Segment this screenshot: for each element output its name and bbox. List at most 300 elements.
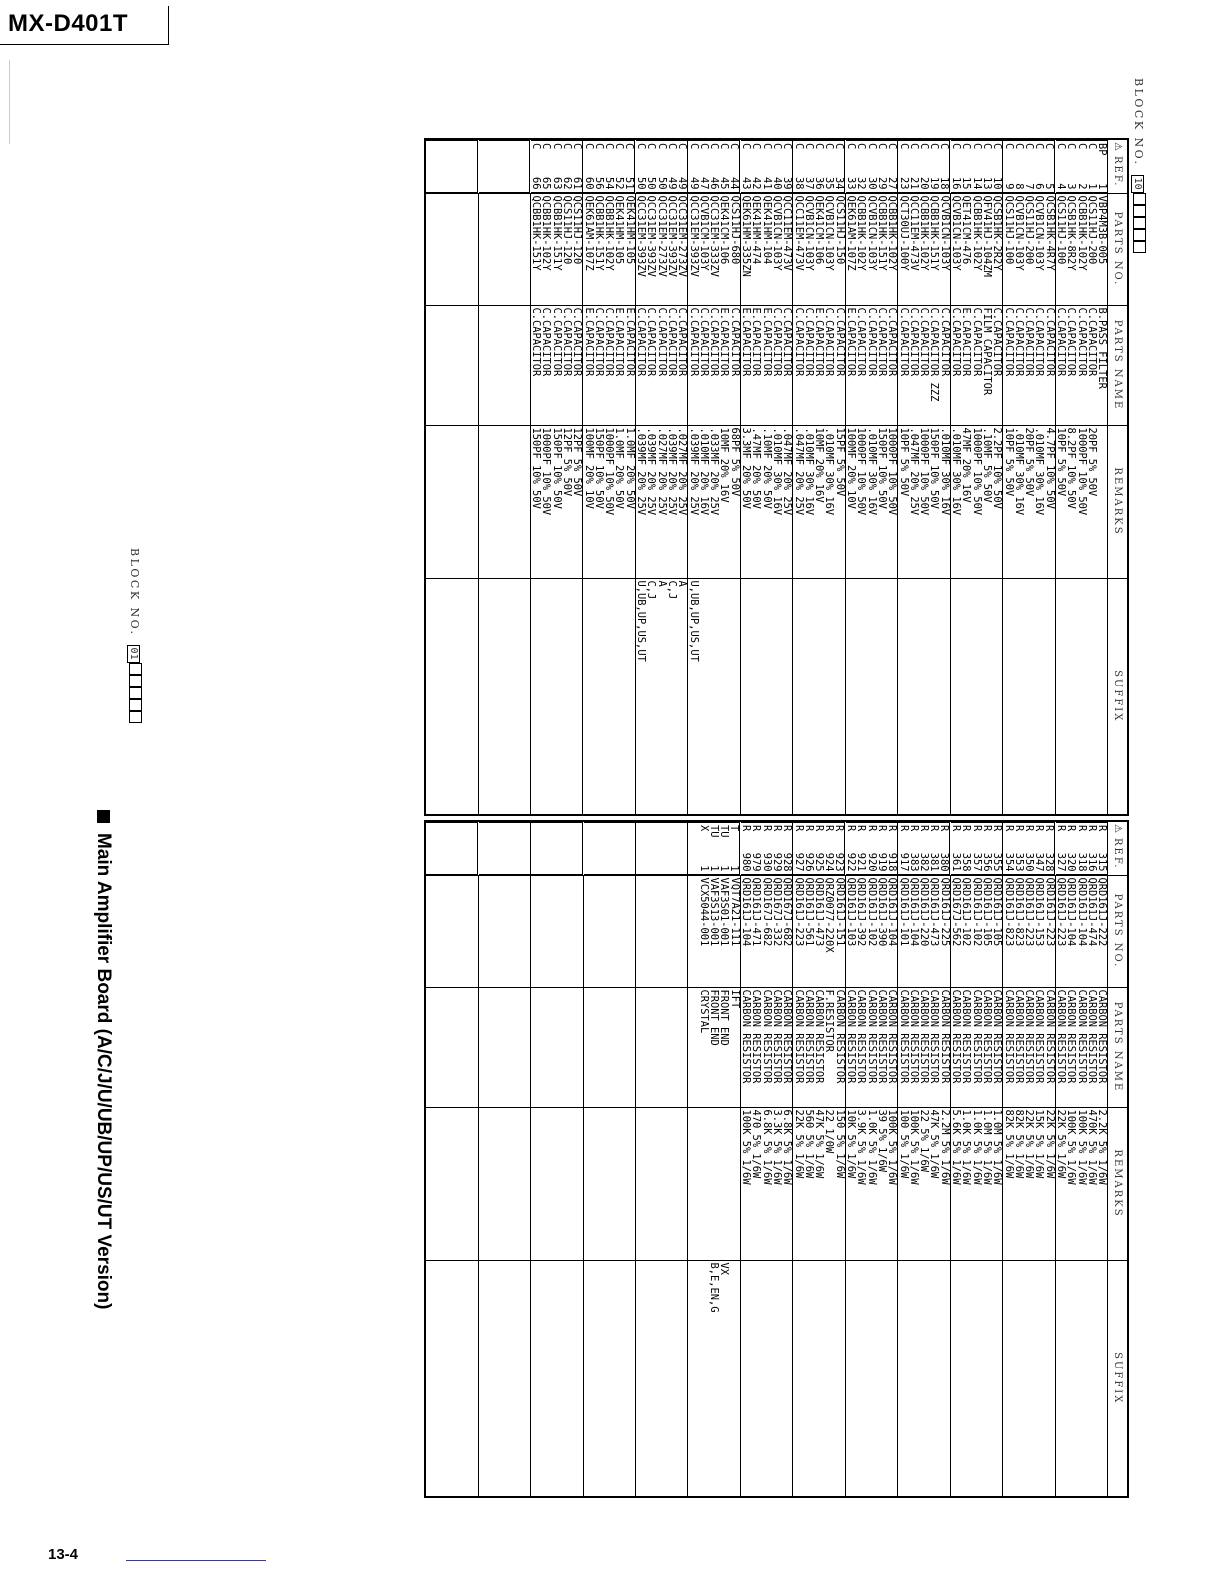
remarks-cell bbox=[594, 1107, 604, 1260]
ref-cell bbox=[782, 822, 793, 875]
ref-prefix: R bbox=[855, 825, 868, 832]
remarks-cell: 8.2PF 10% 50V bbox=[1066, 425, 1076, 578]
suffix-cell bbox=[572, 578, 583, 815]
table-row bbox=[1055, 139, 1066, 815]
parts-name-cell: CARBON RESISTOR bbox=[845, 987, 856, 1107]
ref-number: 61 bbox=[570, 176, 583, 190]
ref-cell bbox=[794, 822, 804, 875]
parts-name-cell: C.CAPACITOR bbox=[1066, 305, 1076, 425]
remarks-cell: 1.0M 5% 1/6W bbox=[992, 1107, 1003, 1260]
ref-cell bbox=[436, 140, 446, 193]
table-row bbox=[898, 821, 909, 1497]
table-row bbox=[646, 139, 656, 815]
remarks-cell bbox=[719, 1107, 729, 1260]
parts-name-cell bbox=[425, 305, 436, 425]
suffix-cell bbox=[467, 1260, 478, 1497]
remarks-cell: 1.0K 5% 1/6W bbox=[971, 1107, 981, 1260]
ref-prefix: R bbox=[1033, 825, 1046, 832]
ref-number: 1 bbox=[728, 865, 741, 872]
table-row bbox=[425, 821, 436, 1497]
ref-number: 47 bbox=[697, 176, 710, 190]
ref-number: 917 bbox=[897, 852, 910, 872]
parts-no-cell: QRD161J-104 bbox=[909, 875, 919, 987]
table-row bbox=[499, 139, 509, 815]
table-row bbox=[1076, 821, 1086, 1497]
remarks-cell: .010MF 30% 16V bbox=[1014, 425, 1024, 578]
ref-number: 20 bbox=[918, 176, 931, 190]
ref-number: 46 bbox=[708, 176, 721, 190]
table-row bbox=[478, 139, 489, 815]
remarks-cell bbox=[499, 425, 509, 578]
parts-name-cell bbox=[467, 987, 478, 1107]
table-row bbox=[793, 821, 804, 1497]
parts-name-cell bbox=[519, 305, 530, 425]
remarks-cell: 150 5% 1/6W bbox=[834, 1107, 845, 1260]
parts-no-cell: QEK41HM-105 bbox=[614, 193, 624, 305]
parts-no-cell: QCBB1HK-102Y bbox=[541, 193, 551, 305]
table-row bbox=[635, 139, 646, 815]
parts-no-cell: QCVB1CN-103Y bbox=[804, 193, 814, 305]
ref-number: 380 bbox=[938, 852, 951, 872]
suffix-cell bbox=[909, 1260, 919, 1497]
ref-prefix: C bbox=[1002, 143, 1015, 150]
parts-no-cell: QCVB1CN-103Y bbox=[1014, 193, 1024, 305]
ref-prefix: C bbox=[550, 143, 563, 150]
ref-prefix: C bbox=[530, 143, 543, 150]
table-row bbox=[656, 139, 666, 815]
parts-no-cell: QRD161J-223 bbox=[1055, 875, 1066, 987]
parts-name-cell: B.PASS FILTER bbox=[1097, 305, 1108, 425]
suffix-cell bbox=[887, 578, 898, 815]
block-no-box bbox=[1133, 193, 1146, 205]
ref-cell bbox=[677, 822, 688, 875]
parts-no-cell: VAF3S13-001 bbox=[709, 875, 719, 987]
suffix-cell bbox=[971, 578, 981, 815]
parts-no-cell: QRD167J-682 bbox=[761, 875, 771, 987]
suffix-cell bbox=[1087, 1260, 1097, 1497]
table-row bbox=[594, 821, 604, 1497]
remarks-cell bbox=[499, 1107, 509, 1260]
ref-number: 5 bbox=[1043, 183, 1056, 190]
ref-cell bbox=[479, 822, 489, 875]
ref-cell bbox=[699, 822, 709, 875]
ref-cell bbox=[794, 140, 804, 193]
table-row bbox=[446, 139, 456, 815]
ref-cell bbox=[866, 822, 876, 875]
table-row bbox=[656, 821, 666, 1497]
table-row bbox=[1066, 821, 1076, 1497]
ref-cell bbox=[834, 140, 845, 193]
suffix-cell bbox=[688, 1260, 699, 1497]
ref-cell bbox=[899, 822, 909, 875]
ref-number: 49 bbox=[687, 176, 700, 190]
parts-name-cell bbox=[562, 987, 572, 1107]
suffix-cell bbox=[772, 1260, 782, 1497]
table-row bbox=[929, 139, 939, 815]
parts-name-cell: CARBON RESISTOR bbox=[834, 987, 845, 1107]
table-row bbox=[761, 821, 771, 1497]
ref-prefix: TU bbox=[708, 825, 721, 838]
ref-cell bbox=[457, 822, 467, 875]
parts-no-cell: QRD161J-390 bbox=[877, 875, 887, 987]
parts-name-cell: C.CAPACITOR bbox=[919, 305, 929, 425]
remarks-cell bbox=[656, 1107, 666, 1260]
parts-no-cell bbox=[499, 875, 509, 987]
suffix-cell bbox=[1066, 578, 1076, 815]
ref-number: 34 bbox=[833, 176, 846, 190]
block-no-value: 01 bbox=[127, 645, 140, 663]
ref-cell bbox=[1066, 822, 1076, 875]
ref-cell bbox=[467, 822, 478, 875]
ref-cell bbox=[782, 140, 793, 193]
ref-cell bbox=[572, 822, 583, 875]
parts-no-cell bbox=[425, 193, 436, 305]
parts-name-cell: C.CAPACITOR bbox=[877, 305, 887, 425]
ref-prefix: C bbox=[697, 143, 710, 150]
suffix-cell bbox=[845, 1260, 856, 1497]
parts-no-cell: QCBB1HK-102Y bbox=[604, 193, 614, 305]
ref-cell bbox=[656, 822, 666, 875]
parts-no-cell bbox=[437, 875, 447, 987]
parts-no-cell: QRD161J-103 bbox=[845, 875, 856, 987]
table-row bbox=[877, 139, 887, 815]
parts-no-cell: QCS11HJ-120 bbox=[572, 193, 583, 305]
remarks-cell bbox=[729, 1107, 740, 1260]
parts-no-cell: QFV41HJ-104ZM bbox=[982, 193, 992, 305]
table-row bbox=[594, 139, 604, 815]
table-row bbox=[804, 139, 814, 815]
ref-number: 35 bbox=[823, 176, 836, 190]
ref-prefix: C bbox=[885, 143, 898, 150]
ref-number: 9 bbox=[1002, 183, 1015, 190]
suffix-cell bbox=[699, 578, 709, 815]
suffix-cell bbox=[562, 578, 572, 815]
remarks-cell: 470 5% 1/6W bbox=[751, 1107, 761, 1260]
remarks-cell: .10MF 5% 50V bbox=[982, 425, 992, 578]
remarks-cell: .033MF 20% 25V bbox=[709, 425, 719, 578]
ref-cell bbox=[846, 822, 856, 875]
parts-name-cell bbox=[531, 987, 542, 1107]
ref-number: 33 bbox=[845, 176, 858, 190]
table-row bbox=[1044, 139, 1055, 815]
table-row bbox=[793, 139, 804, 815]
ref-cell bbox=[1004, 140, 1014, 193]
parts-no-cell: QCSB1HK-8R2Y bbox=[1066, 193, 1076, 305]
remarks-cell: 22K 5% 1/6W bbox=[793, 1107, 804, 1260]
ref-prefix: C bbox=[918, 143, 931, 150]
parts-name-cell bbox=[467, 305, 478, 425]
ref-cell bbox=[519, 140, 530, 193]
ref-cell bbox=[541, 140, 551, 193]
ref-prefix: C bbox=[780, 143, 793, 150]
remarks-cell bbox=[583, 1107, 594, 1260]
suffix-cell bbox=[1055, 578, 1066, 815]
parts-no-cell: QRD161J-473 bbox=[929, 875, 939, 987]
suffix-cell bbox=[1034, 578, 1044, 815]
ref-number: 3 bbox=[1065, 183, 1078, 190]
ref-cell bbox=[751, 140, 761, 193]
parts-name-cell: C.CAPACITOR bbox=[677, 305, 688, 425]
suffix-cell bbox=[436, 578, 446, 815]
ref-number: 32 bbox=[855, 176, 868, 190]
parts-no-cell: QCBB1HK-151Y bbox=[594, 193, 604, 305]
suffix-cell bbox=[793, 1260, 804, 1497]
block-no-box bbox=[129, 711, 142, 723]
parts-no-cell: QCS11HJ-100 bbox=[1003, 193, 1014, 305]
col-remarks-header: REMARKS bbox=[1108, 425, 1129, 578]
table-row bbox=[541, 821, 551, 1497]
ref-prefix: R bbox=[770, 825, 783, 832]
ref-number: 27 bbox=[885, 176, 898, 190]
suffix-cell bbox=[729, 578, 740, 815]
ref-cell bbox=[1034, 140, 1044, 193]
parts-no-cell bbox=[541, 875, 551, 987]
parts-no-cell: QEK41CM-106 bbox=[814, 193, 824, 305]
ref-number: 1 bbox=[1085, 183, 1098, 190]
parts-no-cell: QCC11EM-473V bbox=[909, 193, 919, 305]
ref-cell bbox=[1034, 822, 1044, 875]
ref-cell bbox=[856, 822, 866, 875]
table-row bbox=[866, 821, 876, 1497]
parts-no-cell bbox=[489, 193, 499, 305]
suffix-cell bbox=[982, 1260, 992, 1497]
suffix-cell: C,J bbox=[646, 578, 656, 815]
suffix-cell: B,E,EN,G bbox=[709, 1260, 719, 1497]
parts-no-cell: QRD161J-104 bbox=[1076, 875, 1086, 987]
remarks-cell: .10MF 20% 50V bbox=[761, 425, 771, 578]
parts-name-cell: C.CAPACITOR bbox=[699, 305, 709, 425]
page-link-underline bbox=[126, 1560, 266, 1561]
suffix-cell bbox=[509, 1260, 519, 1497]
suffix-cell: VX bbox=[719, 1260, 729, 1497]
parts-no-cell: QCC31EM-273ZV bbox=[656, 193, 666, 305]
suffix-cell bbox=[919, 1260, 929, 1497]
suffix-cell bbox=[489, 1260, 499, 1497]
parts-name-cell: C.CAPACITOR bbox=[793, 305, 804, 425]
parts-name-cell: FRONT END bbox=[719, 987, 729, 1107]
parts-no-cell bbox=[531, 875, 542, 987]
parts-name-cell bbox=[509, 305, 519, 425]
table-row bbox=[636, 821, 647, 1497]
parts-no-cell bbox=[478, 875, 489, 987]
table-row bbox=[478, 821, 489, 1497]
ref-prefix: C bbox=[875, 143, 888, 150]
table-row bbox=[866, 139, 876, 815]
suffix-cell bbox=[499, 1260, 509, 1497]
remarks-cell: 2.2M 5% 1/6W bbox=[939, 1107, 950, 1260]
parts-name-cell: C.CAPACITOR bbox=[866, 305, 876, 425]
parts-name-cell: C.CAPACITOR bbox=[562, 305, 572, 425]
parts-name-cell: C.CAPACITOR bbox=[604, 305, 614, 425]
ref-number: 358 bbox=[960, 852, 973, 872]
ref-number: 347 bbox=[1033, 852, 1046, 872]
parts-no-cell: QCS11HJ-680 bbox=[729, 193, 740, 305]
ref-cell bbox=[624, 822, 635, 875]
parts-name-cell: C.CAPACITOR ZZZ bbox=[929, 305, 939, 425]
remarks-cell: 3.3K 5% 1/6W bbox=[772, 1107, 782, 1260]
suffix-cell bbox=[824, 578, 834, 815]
ref-cell bbox=[636, 140, 646, 193]
remarks-cell: .47MF 20% 50V bbox=[751, 425, 761, 578]
suffix-cell bbox=[1014, 578, 1024, 815]
suffix-cell bbox=[804, 1260, 814, 1497]
parts-no-cell: QCBB1HK-151Y bbox=[877, 193, 887, 305]
suffix-cell bbox=[761, 578, 771, 815]
suffix-cell bbox=[1087, 578, 1097, 815]
ref-cell bbox=[551, 140, 561, 193]
table-row bbox=[751, 139, 761, 815]
ref-number: 41 bbox=[760, 176, 773, 190]
ref-number: 316 bbox=[1085, 852, 1098, 872]
remarks-cell: 20PF 5% 50V bbox=[1087, 425, 1097, 578]
col-ref-label: REF. bbox=[1112, 838, 1123, 870]
remarks-cell bbox=[677, 1107, 688, 1260]
parts-no-cell bbox=[436, 193, 446, 305]
table-row bbox=[489, 821, 499, 1497]
remarks-cell: 1.0M 5% 1/6W bbox=[982, 1107, 992, 1260]
suffix-cell bbox=[478, 578, 489, 815]
parts-name-cell: CARBON RESISTOR bbox=[939, 987, 950, 1107]
col-ref-header bbox=[1108, 821, 1129, 875]
table-row bbox=[1034, 139, 1044, 815]
parts-name-cell: C.CAPACITOR bbox=[1003, 305, 1014, 425]
remarks-cell bbox=[614, 1107, 624, 1260]
parts-name-cell: CARBON RESISTOR bbox=[982, 987, 992, 1107]
parts-name-cell: CARBON RESISTOR bbox=[866, 987, 876, 1107]
ref-cell bbox=[552, 822, 562, 875]
parts-no-cell: QCVB1CN-103Y bbox=[939, 193, 950, 305]
remarks-cell: 22 5% 1/6W bbox=[919, 1107, 929, 1260]
parts-name-cell bbox=[541, 987, 551, 1107]
remarks-cell bbox=[446, 425, 456, 578]
suffix-cell: C,J bbox=[667, 578, 677, 815]
ref-number: 927 bbox=[792, 852, 805, 872]
ref-prefix: R bbox=[1055, 825, 1068, 832]
remarks-cell: 1.0K 5% 1/6W bbox=[866, 1107, 876, 1260]
block-no-box bbox=[129, 663, 142, 675]
block-number-left bbox=[127, 548, 142, 723]
remarks-cell: .010MF 30% 16V bbox=[866, 425, 876, 578]
suffix-cell bbox=[614, 1260, 624, 1497]
remarks-cell: 1000PF 10% 50V bbox=[1076, 425, 1086, 578]
suffix-cell bbox=[866, 578, 876, 815]
table-row bbox=[604, 821, 614, 1497]
remarks-cell: 100K 5% 1/6W bbox=[740, 1107, 751, 1260]
ref-cell bbox=[929, 822, 939, 875]
ref-prefix: C bbox=[980, 143, 993, 150]
remarks-cell: 22 1/0W bbox=[824, 1107, 834, 1260]
parts-name-cell: C.CAPACITOR bbox=[594, 305, 604, 425]
ref-number: 8 bbox=[1012, 183, 1025, 190]
table-row bbox=[699, 821, 709, 1497]
table-row bbox=[961, 139, 971, 815]
remarks-cell bbox=[425, 1107, 436, 1260]
remarks-cell: 100MF 20% 10V bbox=[845, 425, 856, 578]
parts-no-cell: QCS11HJ-150 bbox=[834, 193, 845, 305]
ref-cell bbox=[772, 822, 782, 875]
ref-cell bbox=[939, 822, 950, 875]
parts-no-cell bbox=[656, 875, 666, 987]
ref-prefix: C bbox=[613, 143, 626, 150]
block-no-box bbox=[1133, 229, 1146, 241]
remarks-cell: 6.8K 5% 1/6W bbox=[761, 1107, 771, 1260]
suffix-cell bbox=[814, 1260, 824, 1497]
remarks-cell: 1000PF 10% 50V bbox=[604, 425, 614, 578]
ref-number: 1 bbox=[1096, 183, 1108, 190]
remarks-cell bbox=[709, 1107, 719, 1260]
ref-number: 381 bbox=[928, 852, 941, 872]
table-row bbox=[677, 821, 688, 1497]
table-row bbox=[719, 821, 729, 1497]
ref-prefix: R bbox=[918, 825, 931, 832]
ref-prefix: C bbox=[823, 143, 836, 150]
parts-no-cell bbox=[519, 193, 530, 305]
parts-name-cell bbox=[552, 987, 562, 1107]
table-row bbox=[740, 821, 751, 1497]
suffix-cell bbox=[1055, 1260, 1066, 1497]
table-row bbox=[804, 821, 814, 1497]
suffix-cell bbox=[467, 578, 478, 815]
ref-cell bbox=[982, 140, 992, 193]
ref-number: 14 bbox=[970, 176, 983, 190]
suffix-cell bbox=[929, 1260, 939, 1497]
remarks-cell: .010MF 30% 16V bbox=[1034, 425, 1044, 578]
remarks-cell: 2.2PF 10% 50V bbox=[992, 425, 1003, 578]
ref-number: 929 bbox=[770, 852, 783, 872]
parts-no-cell: QRD161J-102 bbox=[866, 875, 876, 987]
ref-prefix: R bbox=[875, 825, 888, 832]
ref-cell bbox=[919, 822, 929, 875]
ref-number: 2 bbox=[1075, 183, 1088, 190]
parts-name-cell: C.CAPACITOR bbox=[729, 305, 740, 425]
parts-no-cell: QRZ0077-220X bbox=[824, 875, 834, 987]
parts-name-cell: CARBON RESISTOR bbox=[740, 987, 751, 1107]
ref-prefix: R bbox=[1012, 825, 1025, 832]
remarks-cell: .039MF 20% 25V bbox=[688, 425, 699, 578]
parts-no-cell: QET41CM-476 bbox=[961, 193, 971, 305]
table-row bbox=[834, 139, 845, 815]
parts-name-cell: CARBON RESISTOR bbox=[1087, 987, 1097, 1107]
parts-name-cell bbox=[646, 987, 656, 1107]
ref-prefix: C bbox=[833, 143, 846, 150]
ref-cell bbox=[1024, 140, 1034, 193]
ref-prefix: R bbox=[1075, 825, 1088, 832]
table-row bbox=[562, 139, 572, 815]
ref-cell bbox=[1066, 140, 1076, 193]
block-no-label: BLOCK NO. bbox=[128, 548, 141, 637]
suffix-cell bbox=[656, 1260, 666, 1497]
parts-name-cell: FILM CAPACITOR bbox=[982, 305, 992, 425]
table-row bbox=[929, 821, 939, 1497]
parts-name-cell bbox=[624, 987, 635, 1107]
table-row bbox=[1087, 139, 1097, 815]
parts-name-cell: C.CAPACITOR bbox=[782, 305, 793, 425]
suffix-cell bbox=[751, 578, 761, 815]
parts-name-cell: C.CAPACITOR bbox=[1034, 305, 1044, 425]
suffix-cell bbox=[1003, 578, 1014, 815]
suffix-cell bbox=[887, 1260, 898, 1497]
ref-cell bbox=[729, 140, 740, 193]
parts-name-cell bbox=[457, 987, 467, 1107]
ref-cell bbox=[772, 140, 782, 193]
parts-no-cell: QCC11EM-473V bbox=[793, 193, 804, 305]
parts-name-cell: C.CAPACITOR bbox=[1076, 305, 1086, 425]
ref-cell bbox=[877, 822, 887, 875]
ref-number: 382 bbox=[918, 852, 931, 872]
parts-name-cell: CARBON RESISTOR bbox=[887, 987, 898, 1107]
parts-name-cell: C.CAPACITOR bbox=[635, 305, 646, 425]
ref-number: 49 bbox=[665, 176, 678, 190]
